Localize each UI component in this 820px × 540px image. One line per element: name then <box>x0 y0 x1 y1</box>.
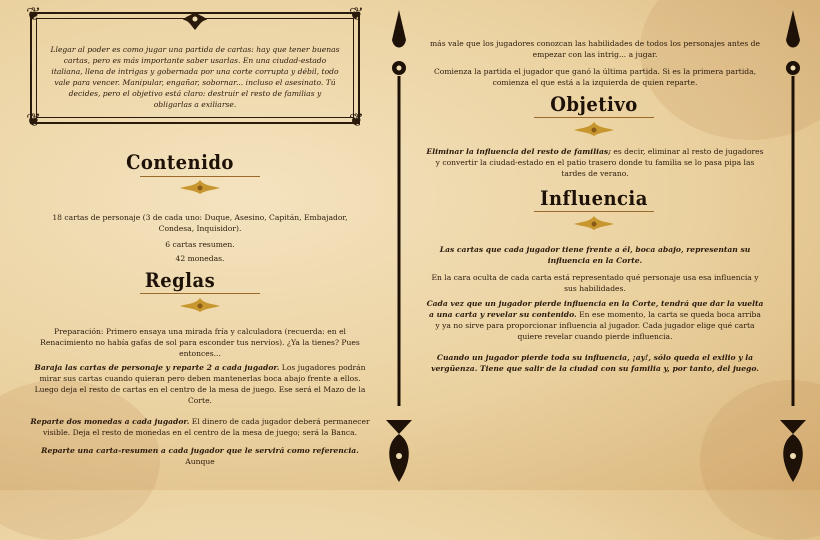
reglas-bold: Baraja las cartas de personaje y reparte 2 a cada jugador. <box>34 363 280 372</box>
flourish-icon: ❦ <box>348 110 364 131</box>
flourish-icon: ❦ <box>348 4 364 25</box>
reglas-text: El dinero de cada jugador deberá permanecer visible. Deja el resto de monedas en el centro de la mesa de juego; será la Banca. <box>42 417 370 437</box>
reglas-paragraph <box>30 362 370 406</box>
flourish-icon: ❦ <box>26 110 42 131</box>
reglas-bold: Reparte una carta-resumen a cada jugador que le servirá como referencia. <box>41 446 359 455</box>
heading-rule <box>534 211 654 212</box>
ornament-icon <box>178 178 222 196</box>
contenido-item: 18 cartas de personaje (3 de cada uno: Duque, Asesino, Capitán, Embajador, Condesa, Inquisidor). <box>52 213 348 233</box>
reglas-paragraph <box>30 445 370 467</box>
influencia-bold: Cada vez que un jugador pierde influencia en la Corte, tendrá que dar la vuelta a una carta y revelar su contenido. <box>426 299 764 319</box>
reglas-bold: Reparte dos monedas a cada jugador. <box>30 417 190 426</box>
reglas-text: Aunque <box>185 457 215 466</box>
reglas-paragraph <box>30 416 370 438</box>
intro-text: Llegar al poder es como jugar una partida de cartas: hay que tener buenas cartas, pero es más importante saber usarlas. En una ciudad-estado italiana, llena de intrigas y gobernada por una corte corrupta y débil, todo vale para vencer. Manipular, engañar, sobornar... incluso el asesinato. Tú decides, pero el objetivo está claro: destruir el resto de familias y obligarlas a exiliarse. <box>50 45 340 109</box>
contenido-item: 6 cartas resumen. <box>165 240 235 249</box>
objetivo-paragraph <box>426 146 764 179</box>
reglas-prep: Preparación: Primero ensaya una mirada fría y calculadora (recuerda: en el Renacimiento no había gafas de sol para esconder tus nervios). ¿Ya la tienes? Pues entonces... <box>40 327 360 358</box>
ornament-icon <box>178 296 222 314</box>
crest-icon <box>180 10 210 32</box>
objetivo-bold: Eliminar la influencia del resto de familias; <box>426 147 611 156</box>
heading-influencia: Influencia <box>540 186 648 210</box>
heading-rule <box>534 117 654 118</box>
heading-contenido: Contenido <box>126 150 234 174</box>
reglas-text: Los jugadores podrán mirar sus cartas cuando quieran pero deben mantenerlas boca abajo frente a ellos. Luego deja el resto de cartas en el centro de la mesa de juego. Ese será el Mazo de la Corte. <box>34 363 366 405</box>
ornament-icon <box>572 214 616 232</box>
influencia-p2: En la cara oculta de cada carta está representado qué personaje usa esa influencia y sus habilidades. <box>431 273 759 293</box>
heading-objetivo: Objetivo <box>550 92 638 116</box>
objetivo-text: es decir, eliminar al resto de jugadores y convertir la ciudad-estado en el patio trasero donde tu familia se lo pasa pipa las tardes de verano. <box>435 147 764 178</box>
influencia-p1: Las cartas que cada jugador tiene frente a él, boca abajo, representan su influencia en la Corte. <box>439 245 751 265</box>
heading-rule <box>140 176 260 177</box>
ornamental-divider <box>776 10 810 482</box>
heading-rule <box>140 293 260 294</box>
influencia-text: En ese momento, la carta se queda boca arriba y ya no sirve para proporcionar influencia al jugador. Cada jugador elige qué carta quiere revelar cuando pierde influencia. <box>435 310 761 341</box>
influencia-p3 <box>426 298 764 342</box>
ornament-icon <box>572 120 616 138</box>
influencia-p4: Cuando un jugador pierde toda su influencia, ¡ay!, sólo queda el exilio y la vergüenza. Tiene que salir de la ciudad con su familia y, por tanto, del juego. <box>431 353 759 373</box>
heading-reglas: Reglas <box>144 268 216 292</box>
contenido-item: 42 monedas. <box>175 254 225 263</box>
flourish-icon: ❦ <box>26 4 42 25</box>
right-continued: más vale que los jugadores conozcan las habilidades de todos los personajes antes de empezar con las intrig... a jugar. <box>429 39 761 59</box>
ornamental-divider <box>382 10 416 482</box>
right-start: Comienza la partida el jugador que ganó la última partida. Si es la primera partida, comienza el que está a la izquierda de quien reparte. <box>433 67 757 87</box>
